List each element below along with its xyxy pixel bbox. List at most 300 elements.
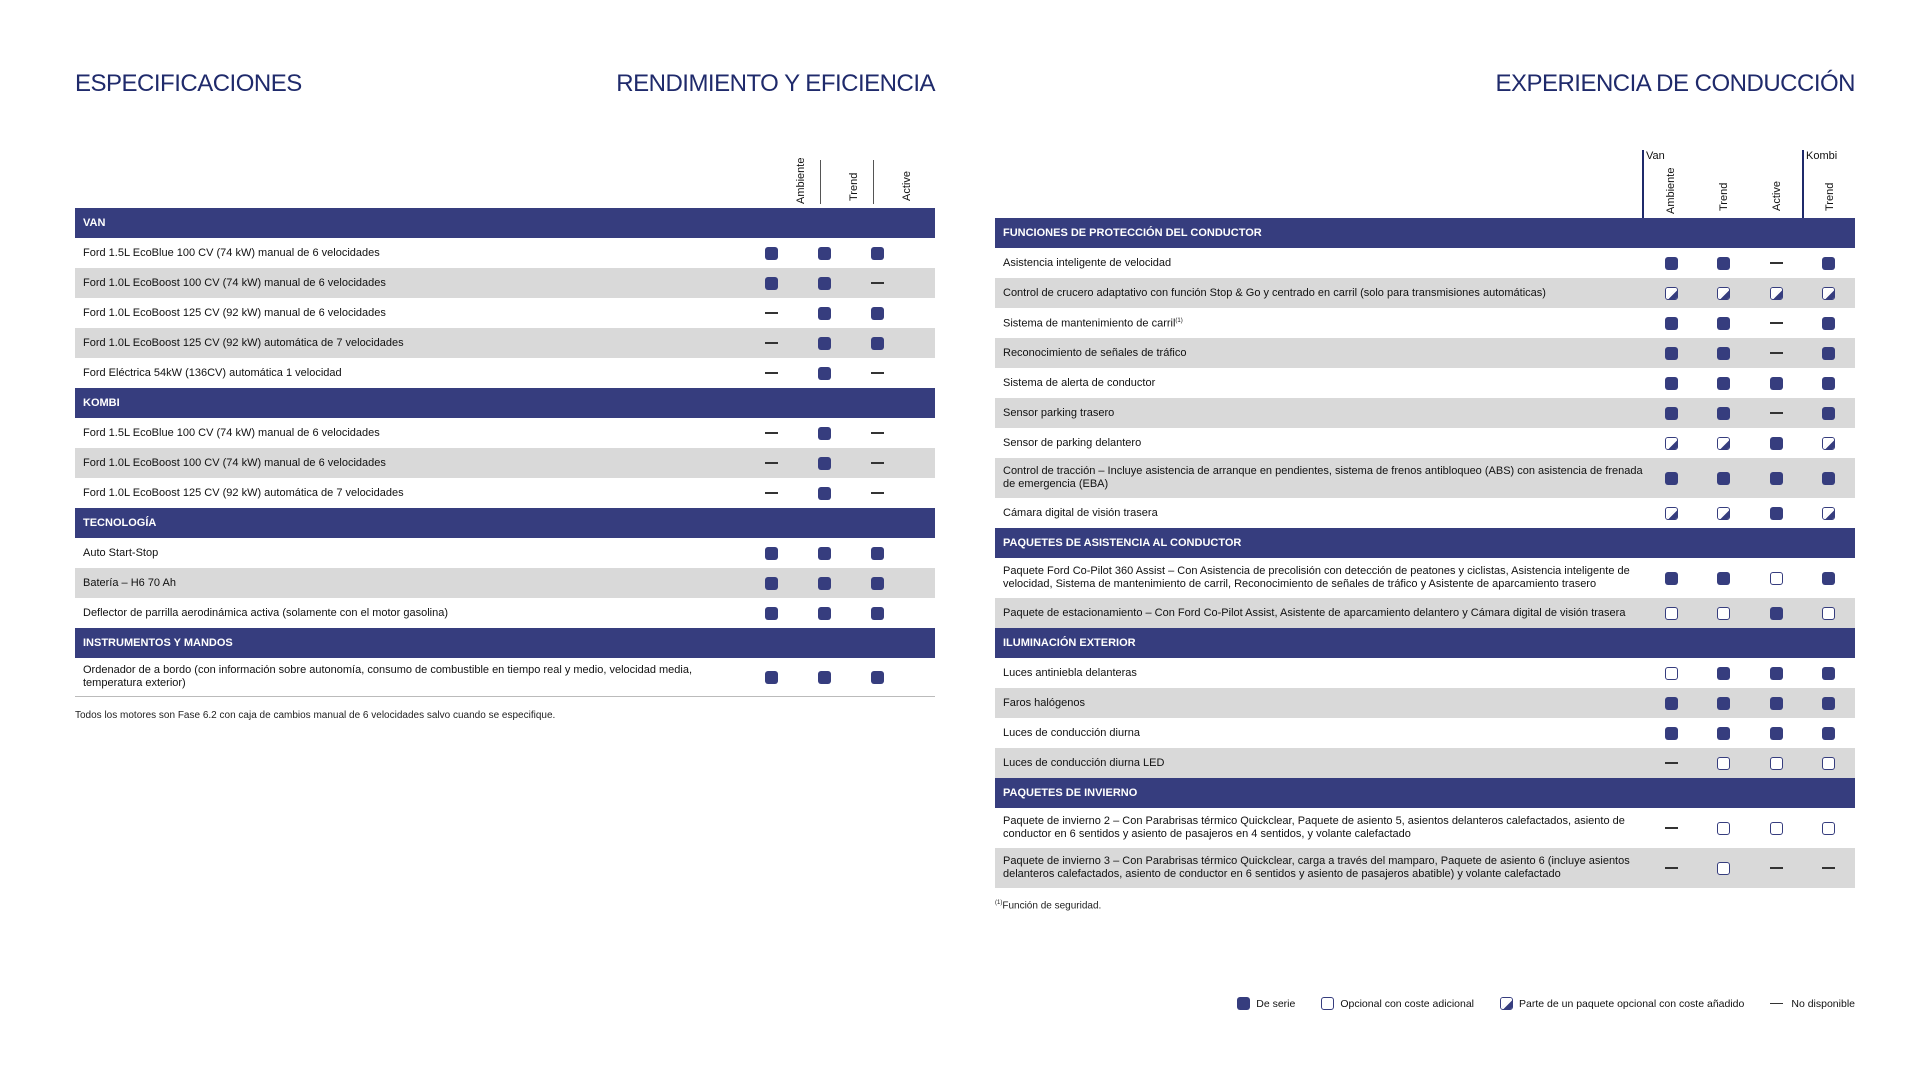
standard-icon [765,547,778,560]
availability-cell [745,312,798,314]
section-title: FUNCIONES DE PROTECCIÓN DEL CONDUCTOR [1003,226,1262,239]
standard-icon [1665,317,1678,330]
standard-icon [1665,472,1678,485]
row-cells [1645,308,1855,338]
availability-cell [1645,727,1698,740]
performance-heading: RENDIMIENTO Y EFICIENCIA [616,70,935,97]
availability-cell [798,277,851,290]
availability-cell [1803,507,1856,520]
right-col-header-kombi-trend: Trend [1824,182,1836,211]
standard-icon [818,577,831,590]
availability-cell [1645,257,1698,270]
availability-cell [798,337,851,350]
availability-cell [798,307,851,320]
not-available-icon [1770,1003,1783,1005]
footnote-text: Función de seguridad. [1002,900,1102,912]
standard-icon [1665,572,1678,585]
not-available-icon [1665,867,1678,869]
availability-cell [745,671,798,684]
row-label-text: Deflector de parrilla aerodinámica activa (solamente con el motor gasolina) [83,606,449,619]
not-available-icon [1770,412,1783,414]
table-row [995,558,1855,598]
table-row [75,658,935,696]
optional-icon [1770,757,1783,770]
section-header [75,508,935,538]
row-label [75,487,745,500]
standard-icon [1665,697,1678,710]
package-icon [1822,437,1835,450]
row-cells [1645,458,1855,498]
not-available-icon [1822,867,1835,869]
row-cells [745,448,935,478]
availability-cell [1698,607,1751,620]
availability-cell [745,462,798,464]
availability-cell [851,462,904,464]
van-group-header: Van [1646,150,1665,162]
standard-icon [818,607,831,620]
availability-cell [1750,412,1803,414]
row-cells [1645,808,1855,848]
row-cells [745,238,935,268]
standard-icon [1770,607,1783,620]
van-group-divider [1642,150,1644,218]
availability-cell [1803,257,1856,270]
table-row [995,338,1855,368]
table-row [995,368,1855,398]
row-cells [745,418,935,448]
availability-cell [745,577,798,590]
row-label-text: Ordenador de a bordo (con información sobre autonomía, consumo de combustible en tiempo real y medio, velocidad media, temperatura exterior) [83,664,693,689]
not-available-icon [1770,322,1783,324]
optional-icon [1665,667,1678,680]
availability-cell [1750,472,1803,485]
standard-icon [765,671,778,684]
row-label-text: Ford 1.0L EcoBoost 125 CV (92 kW) automática de 7 velocidades [83,336,404,349]
availability-cell [1645,377,1698,390]
availability-cell [851,547,904,560]
standard-icon [871,307,884,320]
availability-cell [798,671,851,684]
standard-icon [1822,572,1835,585]
not-available-icon [1770,352,1783,354]
availability-cell [1750,572,1803,585]
availability-cell [851,577,904,590]
row-label-text: Paquete Ford Co-Pilot 360 Assist – Con Asistencia de precolisión con detección de peatones y ciclistas, Asistencia inteligente de velocidad, Sistema de mantenimiento de carril, Reconocimiento de señales de tráfico y Asistente de aparcamiento trasero [1003,565,1630,590]
row-cells [1645,848,1855,888]
row-label [75,457,745,470]
legend-package-label: Parte de un paquete opcional con coste añadido [1519,997,1745,1010]
availability-cell [1750,322,1803,324]
section-title: VAN [83,216,106,229]
table-row [75,568,935,598]
availability-cell [1645,697,1698,710]
optional-icon [1717,757,1730,770]
row-label [995,315,1645,331]
availability-cell [745,247,798,260]
availability-cell [1750,262,1803,264]
section-title: TECNOLOGÍA [83,516,157,529]
row-label [995,465,1645,491]
standard-icon [871,671,884,684]
standard-icon [1717,727,1730,740]
availability-cell [1698,727,1751,740]
optional-icon [1770,822,1783,835]
availability-cell [745,277,798,290]
section-header [75,388,935,418]
row-cells [745,268,935,298]
optional-icon [1717,862,1730,875]
table-row [75,418,935,448]
availability-cell [1645,317,1698,330]
availability-cell [798,607,851,620]
row-label [995,855,1645,881]
row-cells [745,598,935,628]
table-row [75,268,935,298]
availability-cell [798,487,851,500]
row-cells [745,568,935,598]
availability-cell [1698,437,1751,450]
standard-icon [1770,377,1783,390]
row-label [75,427,745,440]
availability-cell [1698,572,1751,585]
package-icon [1822,507,1835,520]
availability-cell [1750,667,1803,680]
section-header [995,218,1855,248]
availability-cell [851,337,904,350]
row-label [995,507,1645,520]
standard-icon [765,247,778,260]
table-row [995,748,1855,778]
row-label [995,347,1645,360]
standard-icon [1717,257,1730,270]
availability-cell [1645,407,1698,420]
row-cells [1645,498,1855,528]
not-available-icon [871,462,884,464]
standard-icon [1665,377,1678,390]
row-label [995,815,1645,841]
standard-icon [1665,727,1678,740]
table-row [75,448,935,478]
kombi-group-divider [1802,150,1804,218]
row-label-text: Paquete de invierno 2 – Con Parabrisas térmico Quickclear, Paquete de asiento 5, asientos delanteros calefactados, asiento de conductor en 6 sentidos y asiento de pasajeros en 4 sentidos, y volante calefactado [1003,815,1625,840]
availability-cell [1645,762,1698,764]
row-label-text: Reconocimiento de señales de tráfico [1003,346,1187,359]
standard-icon [1717,377,1730,390]
row-label [75,337,745,350]
availability-cell [1645,572,1698,585]
standard-icon [818,457,831,470]
availability-cell [798,577,851,590]
row-label-text: Sistema de alerta de conductor [1003,376,1156,389]
row-label-text: Ford 1.0L EcoBoost 100 CV (74 kW) manual de 6 velocidades [83,276,386,289]
standard-icon [1770,472,1783,485]
table-row [995,278,1855,308]
package-icon [1822,287,1835,300]
standard-icon [1822,472,1835,485]
package-icon [1717,287,1730,300]
row-label-text: Faros halógenos [1003,696,1085,709]
table-row [75,238,935,268]
right-footnote [995,900,1101,911]
left-header-divider [820,160,821,204]
legend-not-available-label: No disponible [1791,997,1855,1010]
availability-cell [1803,572,1856,585]
standard-icon [818,307,831,320]
row-label-text: Paquete de estacionamiento – Con Ford Co-Pilot Assist, Asistente de aparcamiento delantero y Cámara digital de visión trasera [1003,606,1626,619]
legend-not-available [1770,998,1855,1010]
row-cells [1645,718,1855,748]
row-cells [1645,398,1855,428]
row-label [995,667,1645,680]
left-col-header-ambiente: Ambiente [795,157,807,204]
standard-icon [1665,407,1678,420]
standard-icon [1717,347,1730,360]
row-label [75,277,745,290]
availability-cell [798,427,851,440]
not-available-icon [871,282,884,284]
not-available-icon [1770,867,1783,869]
standard-icon [1770,507,1783,520]
row-label [75,367,745,380]
optional-icon [1717,607,1730,620]
availability-cell [1645,827,1698,829]
standard-icon [1717,407,1730,420]
table-row [995,688,1855,718]
row-cells [745,658,935,696]
kombi-group-header: Kombi [1806,150,1838,162]
availability-cell [798,247,851,260]
standard-icon [1717,472,1730,485]
standard-icon [818,427,831,440]
standard-icon [871,547,884,560]
not-available-icon [1665,827,1678,829]
package-icon [1717,437,1730,450]
standard-icon [1822,667,1835,680]
optional-icon [1822,607,1835,620]
not-available-icon [765,432,778,434]
availability-cell [1803,377,1856,390]
row-cells [745,298,935,328]
availability-cell [745,432,798,434]
package-icon [1500,997,1513,1010]
section-header [75,208,935,238]
standard-icon [1822,697,1835,710]
row-label-text: Ford 1.5L EcoBlue 100 CV (74 kW) manual de 6 velocidades [83,426,380,439]
row-cells [745,478,935,508]
row-label [75,664,745,690]
availability-cell [1645,437,1698,450]
optional-icon [1822,757,1835,770]
availability-cell [745,547,798,560]
standard-icon [1665,257,1678,270]
availability-cell [1803,407,1856,420]
availability-cell [798,367,851,380]
table-row [75,538,935,568]
table-row [995,598,1855,628]
row-label-text: Luces de conducción diurna [1003,726,1140,739]
table-row [995,808,1855,848]
legend-standard [1237,997,1295,1010]
section-header [995,778,1855,808]
availability-cell [1698,287,1751,300]
availability-cell [851,432,904,434]
standard-icon [818,547,831,560]
table-row [995,718,1855,748]
row-label [75,307,745,320]
footnote-marker: (1) [995,900,1003,906]
row-label-text: Asistencia inteligente de velocidad [1003,256,1172,269]
row-label-text: Ford 1.0L EcoBoost 125 CV (92 kW) manual de 6 velocidades [83,306,386,319]
row-cells [745,328,935,358]
table-row [995,248,1855,278]
row-cells [1645,658,1855,688]
performance-table [75,208,935,697]
availability-cell [1698,757,1751,770]
standard-icon [1822,347,1835,360]
standard-icon [1770,667,1783,680]
availability-cell [1645,867,1698,869]
standard-icon [1717,667,1730,680]
row-label [995,565,1645,591]
section-title: INSTRUMENTOS Y MANDOS [83,636,233,649]
availability-cell [798,457,851,470]
row-label-text: Ford Eléctrica 54kW (136CV) automática 1 velocidad [83,366,342,379]
footnote-marker: (1) [1175,318,1183,325]
standard-icon [818,337,831,350]
availability-cell [1750,377,1803,390]
legend-standard-label: De serie [1256,997,1296,1010]
not-available-icon [765,372,778,374]
availability-cell [1750,437,1803,450]
legend-optional [1321,997,1474,1010]
availability-cell [1645,347,1698,360]
availability-cell [1803,697,1856,710]
section-title: PAQUETES DE INVIERNO [1003,786,1138,799]
row-label [995,727,1645,740]
availability-cell [1698,822,1751,835]
not-available-icon [871,432,884,434]
availability-cell [1645,472,1698,485]
row-label [995,257,1645,270]
table-row [995,398,1855,428]
section-header [995,528,1855,558]
standard-icon [818,671,831,684]
optional-icon [1321,997,1334,1010]
not-available-icon [765,492,778,494]
row-cells [1645,428,1855,458]
standard-icon [1717,697,1730,710]
table-row [75,298,935,328]
availability-cell [1698,697,1751,710]
row-label-text: Paquete de invierno 3 – Con Parabrisas térmico Quickclear, carga a través del mamparo, Paquete de asiento 6 (incluye asientos delanteros calefactados, asiento de conductor en 6 sentidos y asiento de pasajeros abatible) y volante calefactado [1003,855,1630,880]
not-available-icon [871,372,884,374]
standard-icon [1237,997,1250,1010]
availability-cell [1750,607,1803,620]
availability-cell [851,247,904,260]
availability-cell [1750,287,1803,300]
availability-cell [1803,437,1856,450]
standard-icon [1717,317,1730,330]
standard-icon [871,607,884,620]
standard-icon [871,577,884,590]
standard-icon [765,577,778,590]
availability-cell [1750,727,1803,740]
legend [1211,997,1855,1010]
row-label [995,757,1645,770]
left-header-divider [873,160,874,204]
standard-icon [765,607,778,620]
left-col-header-trend: Trend [848,172,860,201]
availability-cell [1750,697,1803,710]
availability-cell [1803,317,1856,330]
optional-icon [1717,822,1730,835]
row-label-text: Control de crucero adaptativo con función Stop & Go y centrado en carril (solo para transmisiones automáticas) [1003,286,1546,299]
availability-cell [1803,822,1856,835]
standard-icon [1770,697,1783,710]
not-available-icon [765,312,778,314]
package-icon [1665,437,1678,450]
row-label [995,437,1645,450]
availability-cell [1698,507,1751,520]
right-col-header-ambiente: Ambiente [1665,167,1677,214]
row-label-text: Luces de conducción diurna LED [1003,756,1165,769]
standard-icon [818,277,831,290]
standard-icon [1717,572,1730,585]
availability-cell [851,492,904,494]
availability-cell [1645,507,1698,520]
row-cells [1645,248,1855,278]
row-cells [1645,278,1855,308]
availability-cell [1803,347,1856,360]
not-available-icon [765,342,778,344]
row-label [995,287,1645,300]
row-cells [745,538,935,568]
availability-cell [1750,352,1803,354]
package-icon [1665,507,1678,520]
availability-cell [1698,347,1751,360]
row-label-text: Sistema de mantenimiento de carril [1003,317,1176,330]
standard-icon [818,367,831,380]
availability-cell [1698,667,1751,680]
row-label-text: Sensor parking trasero [1003,406,1115,419]
availability-cell [1698,377,1751,390]
package-icon [1665,287,1678,300]
row-label [75,607,745,620]
legend-optional-label: Opcional con coste adicional [1340,997,1475,1010]
table-row [75,478,935,508]
not-available-icon [1770,262,1783,264]
optional-icon [1770,572,1783,585]
availability-cell [1803,757,1856,770]
row-label-text: Batería – H6 70 Ah [83,576,176,589]
standard-icon [1770,727,1783,740]
standard-icon [765,277,778,290]
availability-cell [851,307,904,320]
row-label-text: Ford 1.5L EcoBlue 100 CV (74 kW) manual de 6 velocidades [83,246,380,259]
availability-cell [745,492,798,494]
availability-cell [745,607,798,620]
standard-icon [1822,407,1835,420]
row-cells [1645,748,1855,778]
table-row [995,498,1855,528]
left-col-header-active: Active [901,171,913,201]
availability-cell [745,372,798,374]
row-cells [745,358,935,388]
standard-icon [818,247,831,260]
availability-cell [851,282,904,284]
table-row [995,658,1855,688]
row-cells [1645,338,1855,368]
